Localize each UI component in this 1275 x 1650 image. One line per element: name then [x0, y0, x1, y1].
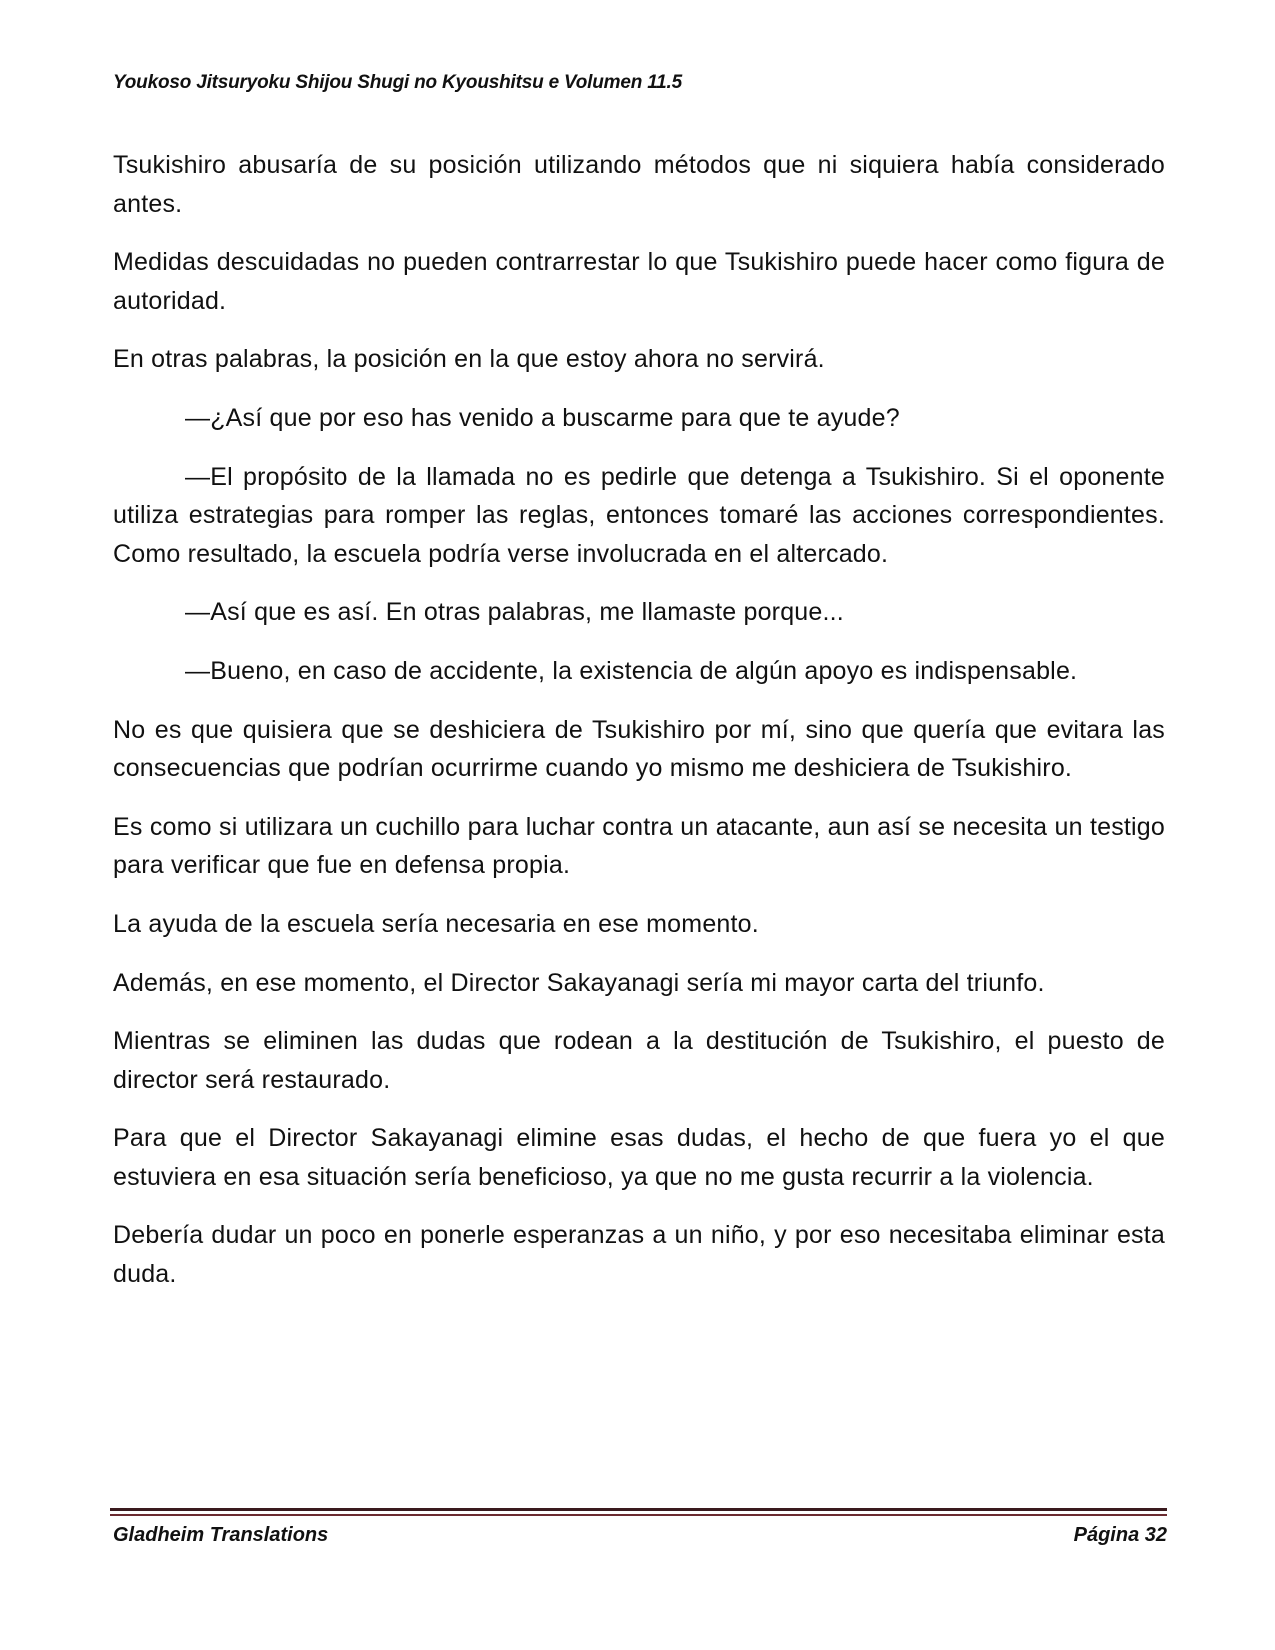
paragraph: Tsukishiro abusaría de su posición utilizando métodos que ni siquiera había considerado antes.: [113, 151, 1165, 218]
paragraph: Debería dudar un poco en ponerle esperanzas a un niño, y por eso necesitaba eliminar esta duda.: [113, 1221, 1165, 1289]
page-number: Página 32: [1073, 1524, 1167, 1546]
paragraph: La ayuda de la escuela sería necesaria en ese momento.: [113, 909, 759, 938]
paragraph: Para que el Director Sakayanagi elimine esas dudas, el hecho de que fuera yo el que estuviera en esa situación sería beneficioso, ya que no me gusta recurrir a la violencia.: [113, 1124, 1165, 1191]
paragraph: Además, en ese momento, el Director Sakayanagi sería mi mayor carta del triunfo.: [113, 968, 1045, 997]
paragraph: En otras palabras, la posición en la que estoy ahora no servirá.: [113, 345, 825, 374]
dialogue-paragraph: —¿Así que por eso has venido a buscarme para que te ayude?: [185, 403, 900, 432]
paragraph: Es como si utilizara un cuchillo para luchar contra un atacante, aun así se necesita un testigo para verificar que fue en defensa propia.: [113, 812, 1165, 880]
running-footer: [113, 1524, 1167, 1547]
paragraph: Medidas descuidadas no pueden contrarrestar lo que Tsukishiro puede hacer como figura de autoridad.: [113, 248, 1165, 315]
dialogue-paragraph: —El propósito de la llamada no es pedirle que detenga a Tsukishiro. Si el oponente utiliza estrategias para romper las reglas, entonces tomaré las acciones correspondientes. Como resultado, la escuela podría verse involucrada en el altercado.: [113, 462, 1165, 568]
paragraph: No es que quisiera que se deshiciera de Tsukishiro por mí, sino que quería que evitara las consecuencias que podrían ocurrirme cuando yo mismo me deshiciera de Tsukishiro.: [113, 715, 1165, 783]
dialogue-paragraph: —Así que es así. En otras palabras, me llamaste porque...: [185, 598, 844, 627]
running-header: Youkoso Jitsuryoku Shijou Shugi no Kyoushitsu e Volumen 11.5: [113, 72, 682, 93]
body-text: [113, 146, 1165, 1314]
footer-divider: [110, 1508, 1167, 1511]
dialogue-paragraph: —Bueno, en caso de accidente, la existencia de algún apoyo es indispensable.: [185, 656, 1078, 685]
paragraph: Mientras se eliminen las dudas que rodean a la destitución de Tsukishiro, el puesto de director será restaurado.: [113, 1027, 1165, 1094]
footer-divider-accent: [110, 1514, 1167, 1516]
footer-publisher: Gladheim Translations: [113, 1524, 329, 1546]
